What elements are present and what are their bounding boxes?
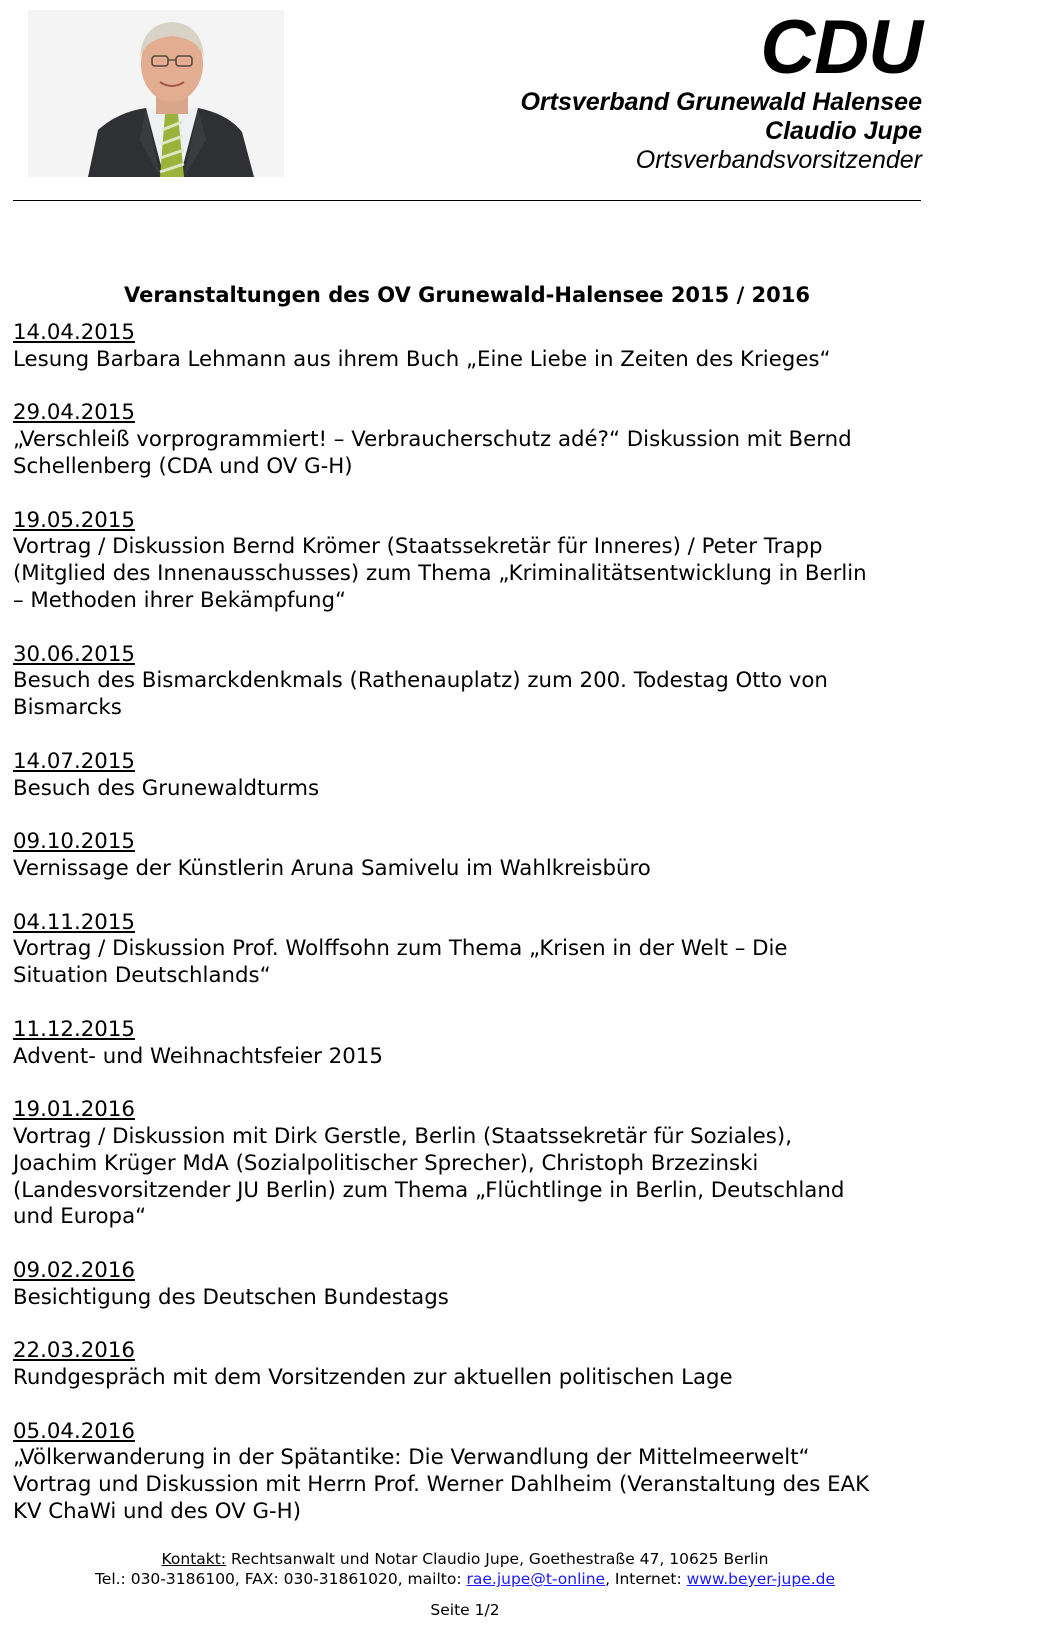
event-date: 22.03.2016 xyxy=(13,1338,135,1364)
contact-label: Kontakt: xyxy=(161,1550,227,1568)
event-description-line: und Europa“ xyxy=(13,1204,147,1230)
event-description-line: „Verschleiß vorprogrammiert! – Verbraucherschutz adé?“ Diskussion mit Bernd xyxy=(13,427,852,453)
chair-role: Ortsverbandsvorsitzender xyxy=(635,146,922,174)
event-description-line: Besuch des Grunewaldturms xyxy=(13,775,320,801)
document-title: Veranstaltungen des OV Grunewald-Halensee 2015 / 2016 xyxy=(123,283,811,307)
event-description-line: Vortrag / Diskussion Prof. Wolffsohn zum Thema „Krisen in der Welt – Die xyxy=(13,936,788,962)
event-list xyxy=(13,320,933,1553)
event-date: 19.01.2016 xyxy=(13,1097,135,1123)
email-link[interactable]: rae.jupe@t-online xyxy=(466,1570,606,1588)
event-description-line: Vortrag / Diskussion mit Dirk Gerstle, Berlin (Staatssekretär für Soziales), xyxy=(13,1123,792,1149)
event-description-line: (Landesvorsitzender JU Berlin) zum Thema „Flüchtlinge in Berlin, Deutschland xyxy=(13,1177,845,1203)
party-logo: CDU xyxy=(760,5,922,90)
phone-fax-text: Tel.: 030-3186100, FAX: 030-31861020, mailto: xyxy=(94,1570,467,1588)
event-item xyxy=(13,910,933,990)
event-item xyxy=(13,1017,933,1071)
footer-line-2 xyxy=(0,1569,930,1589)
header-divider xyxy=(13,200,921,201)
event-date: 14.04.2015 xyxy=(13,320,135,345)
event-date: 29.04.2015 xyxy=(13,400,135,426)
event-date: 04.11.2015 xyxy=(13,909,135,935)
portrait-photo xyxy=(28,10,284,177)
event-item xyxy=(13,1419,933,1526)
chair-name: Claudio Jupe xyxy=(765,117,922,145)
contact-text: Rechtsanwalt und Notar Claudio Jupe, Goethestraße 47, 10625 Berlin xyxy=(226,1550,769,1568)
event-date: 09.10.2015 xyxy=(13,829,135,855)
event-item xyxy=(13,1097,933,1231)
event-description-line: Besuch des Bismarckdenkmals (Rathenauplatz) zum 200. Todestag Otto von xyxy=(13,668,828,694)
event-description-line: Vortrag und Diskussion mit Herrn Prof. Werner Dahlheim (Veranstaltung des EAK xyxy=(13,1472,870,1498)
event-item xyxy=(13,642,933,722)
event-description-line: Bismarcks xyxy=(13,695,122,721)
footer-contact xyxy=(0,1549,930,1589)
letterhead xyxy=(520,5,922,175)
event-description-line: Vernissage der Künstlerin Aruna Samivelu im Wahlkreisbüro xyxy=(13,855,651,881)
event-description-line: Rundgespräch mit dem Vorsitzenden zur aktuellen politischen Lage xyxy=(13,1365,733,1391)
event-description-line: KV ChaWi und des OV G-H) xyxy=(13,1499,302,1525)
event-description-line: Vortrag / Diskussion Bernd Krömer (Staatssekretär für Inneres) / Peter Trapp xyxy=(13,534,823,560)
event-description-line: Lesung Barbara Lehmann aus ihrem Buch „Eine Liebe in Zeiten des Krieges“ xyxy=(13,346,831,372)
event-description-line: Schellenberg (CDA und OV G-H) xyxy=(13,453,353,479)
event-description-line: (Mitglied des Innenausschusses) zum Thema „Kriminalitätsentwicklung in Berlin xyxy=(13,561,867,587)
event-date: 05.04.2016 xyxy=(13,1418,135,1444)
event-item xyxy=(13,320,933,374)
event-item xyxy=(13,508,933,615)
event-item xyxy=(13,1338,933,1392)
event-item xyxy=(13,829,933,883)
event-date: 19.05.2015 xyxy=(13,507,135,533)
event-description-line: Joachim Krüger MdA (Sozialpolitischer Sprecher), Christoph Brzezinski xyxy=(13,1150,759,1176)
event-item xyxy=(13,749,933,803)
footer-line-1 xyxy=(0,1549,930,1569)
website-link[interactable]: www.beyer-jupe.de xyxy=(686,1570,836,1588)
event-date: 30.06.2015 xyxy=(13,641,135,667)
event-date: 11.12.2015 xyxy=(13,1016,135,1042)
page-number: Seite 1/2 xyxy=(430,1601,500,1619)
event-description-line: Advent- und Weihnachtsfeier 2015 xyxy=(13,1043,383,1069)
organization-name: Ortsverband Grunewald Halensee xyxy=(520,88,922,116)
event-item xyxy=(13,1258,933,1312)
event-description-line: – Methoden ihrer Bekämpfung“ xyxy=(13,587,347,613)
event-description-line: „Völkerwanderung in der Spätantike: Die Verwandlung der Mittelmeerwelt“ xyxy=(13,1445,810,1471)
event-description-line: Besichtigung des Deutschen Bundestags xyxy=(13,1284,449,1310)
event-date: 09.02.2016 xyxy=(13,1257,135,1283)
event-description-line: Situation Deutschlands“ xyxy=(13,963,271,989)
internet-label: , Internet: xyxy=(605,1570,687,1588)
event-item xyxy=(13,400,933,480)
event-date: 14.07.2015 xyxy=(13,748,135,774)
